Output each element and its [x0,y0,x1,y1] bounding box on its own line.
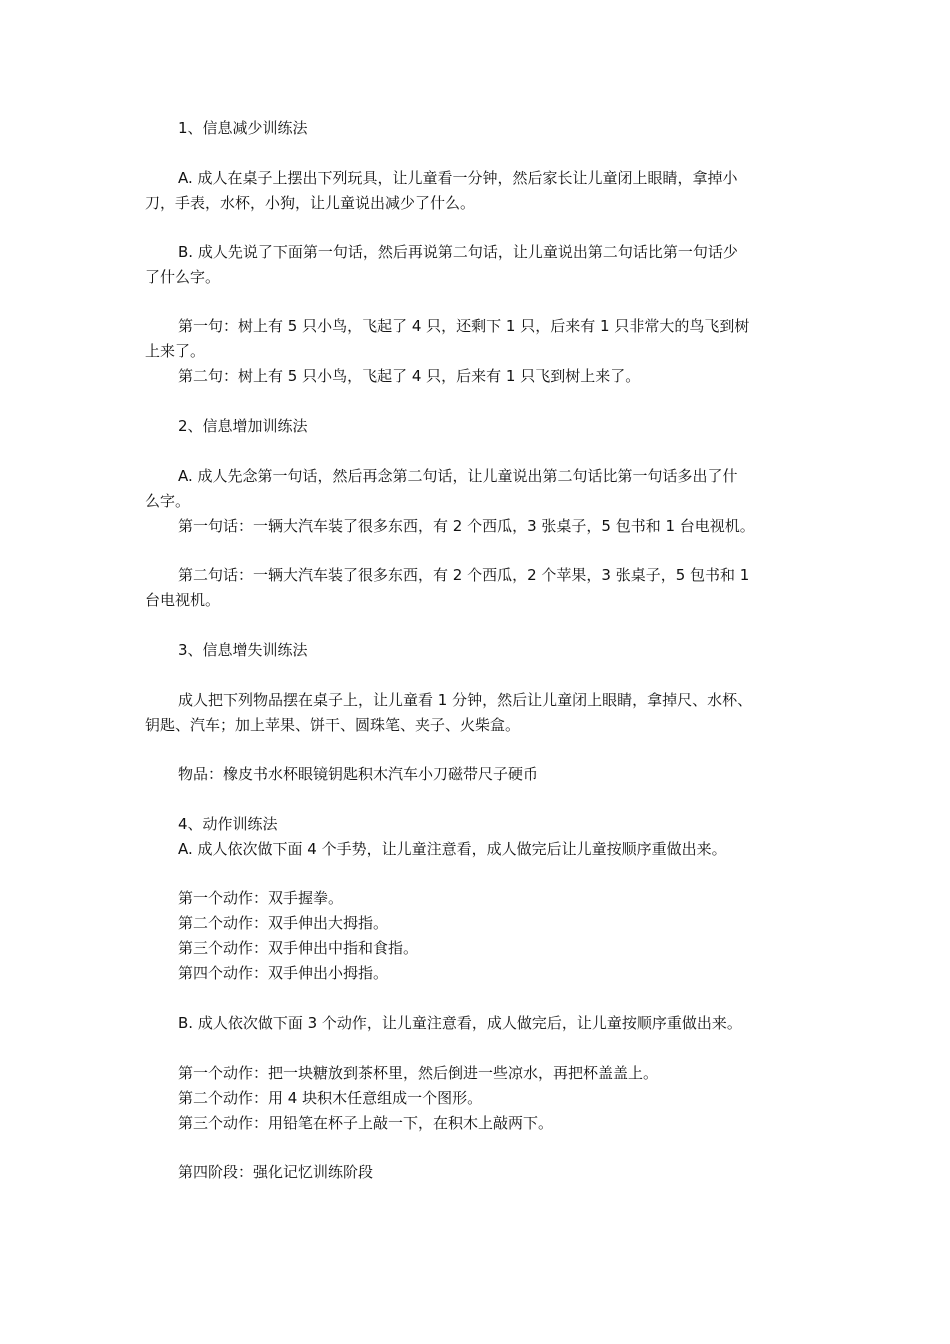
s4-b-action-3: 第三个动作：用铅笔在杯子上敲一下，在积木上敲两下。 [178,1114,554,1132]
s4-a-action-1: 第一个动作：双手握拳。 [178,889,344,907]
s2-a-line-2: 么字。 [145,492,191,510]
s3-body-line-1: 成人把下列物品摆在桌子上，让儿童看 1 分钟，然后让儿童闭上眼睛，拿掉尺、水杯、 [178,691,753,709]
s2-sentence-2-line-1: 第二句话：一辆大汽车装了很多东西，有 2 个西瓜，2 个苹果，3 张桌子，5 包书和 1 [178,566,750,584]
s1-b-line-2: 了什么字。 [145,268,221,286]
s4-b-action-1: 第一个动作：把一块糖放到茶杯里，然后倒进一些凉水，再把杯盖盖上。 [178,1064,659,1082]
s1-sentence-1-line-2: 上来了。 [145,342,206,360]
section-1-heading: 1、信息减少训练法 [178,119,308,137]
s4-b-action-2: 第二个动作：用 4 块积木任意组成一个图形。 [178,1089,483,1107]
s4-a-action-4: 第四个动作：双手伸出小拇指。 [178,964,389,982]
s3-items: 物品：橡皮书水杯眼镜钥匙积木汽车小刀磁带尺子硬币 [178,765,539,783]
s4-a-action-3: 第三个动作：双手伸出中指和食指。 [178,939,419,957]
section-2-heading: 2、信息增加训练法 [178,417,308,435]
s1-sentence-1-line-1: 第一句：树上有 5 只小鸟，飞起了 4 只，还剩下 1 只，后来有 1 只非常大的鸟飞到树 [178,317,750,335]
s1-sentence-2: 第二句：树上有 5 只小鸟，飞起了 4 只，后来有 1 只飞到树上来了。 [178,367,641,385]
s4-b-intro: B. 成人依次做下面 3 个动作，让儿童注意看，成人做完后，让儿童按顺序重做出来。 [178,1014,742,1032]
s4-a-action-2: 第二个动作：双手伸出大拇指。 [178,914,389,932]
s3-body-line-2: 钥匙、汽车；加上苹果、饼干、圆珠笔、夹子、火柴盒。 [145,716,521,734]
s1-a-line-2: 刀，手表，水杯，小狗，让儿童说出减少了什么。 [145,194,476,212]
s2-sentence-2-line-2: 台电视机。 [145,591,221,609]
s1-b-line-1: B. 成人先说了下面第一句话，然后再说第二句话，让儿童说出第二句话比第一句话少 [178,243,738,261]
section-3-heading: 3、信息增失训练法 [178,641,308,659]
stage-4-heading: 第四阶段：强化记忆训练阶段 [178,1163,374,1181]
s2-sentence-1: 第一句话：一辆大汽车装了很多东西，有 2 个西瓜，3 张桌子，5 包书和 1 台电视机。 [178,517,755,535]
s4-a-intro: A. 成人依次做下面 4 个手势，让儿童注意看，成人做完后让儿童按顺序重做出来。 [178,840,727,858]
section-4-heading: 4、动作训练法 [178,815,278,833]
s2-a-line-1: A. 成人先念第一句话，然后再念第二句话，让儿童说出第二句话比第一句话多出了什 [178,467,738,485]
s1-a-line-1: A. 成人在桌子上摆出下列玩具，让儿童看一分钟，然后家长让儿童闭上眼睛，拿掉小 [178,169,738,187]
